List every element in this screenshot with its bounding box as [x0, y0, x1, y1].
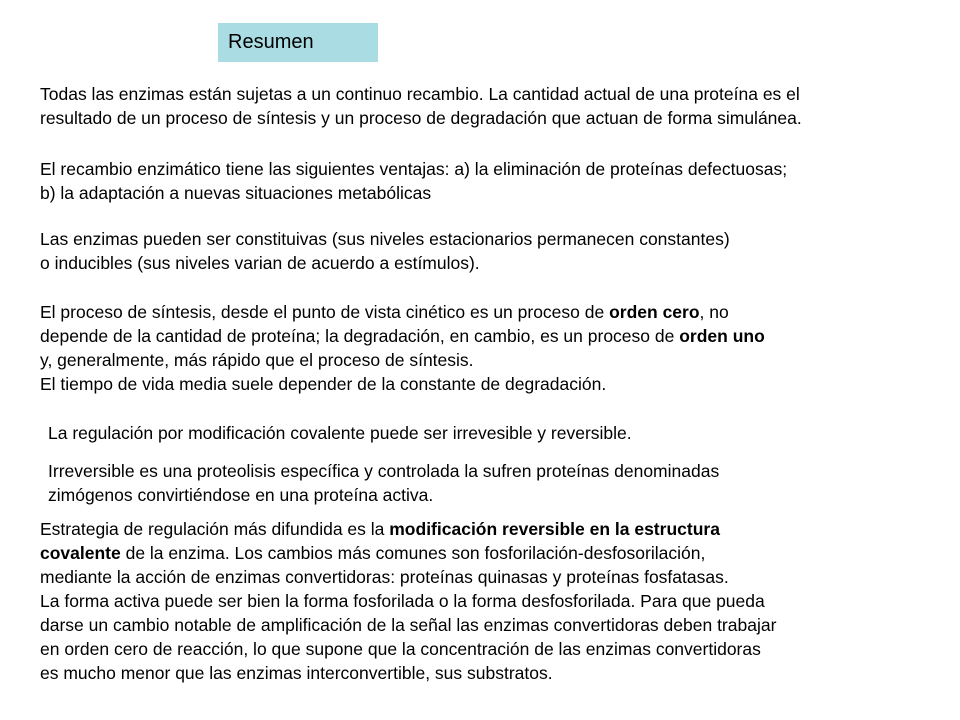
- text-line: [40, 300, 765, 324]
- text-line: mediante la acción de enzimas convertidoras: proteínas quinasas y proteínas fosfatasas.: [40, 567, 729, 587]
- text-segment: de la enzima. Los cambios más comunes son fosforilación-desfosorilación,: [120, 543, 706, 563]
- bold-term: orden cero: [609, 302, 700, 322]
- text-segment: El proceso de síntesis, desde el punto de vista cinético es un proceso de: [40, 302, 610, 322]
- paragraph-turnover: [40, 82, 802, 130]
- text-line: [40, 517, 776, 541]
- paragraph-covalent-regulation: [48, 421, 632, 445]
- paragraph-constitutive: [40, 227, 730, 275]
- paragraph-kinetics: [40, 300, 765, 396]
- text-line: La forma activa puede ser bien la forma fosforilada o la forma desfosforilada. Para que pueda: [40, 591, 765, 611]
- text-line: o inducibles (sus niveles varian de acuerdo a estímulos).: [40, 253, 480, 273]
- page-title: Resumen: [218, 23, 378, 62]
- text-line: es mucho menor que las enzimas interconvertible, sus substratos.: [40, 663, 553, 683]
- text-line: El recambio enzimático tiene las siguientes ventajas: a) la eliminación de proteínas defectuosas;: [40, 159, 788, 179]
- text-line: Las enzimas pueden ser constituivas (sus niveles estacionarios permanecen constantes): [40, 229, 730, 249]
- text-line: [40, 324, 765, 348]
- text-line: y, generalmente, más rápido que el proceso de síntesis.: [40, 350, 474, 370]
- paragraph-strategy: [40, 517, 776, 685]
- text-segment: depende de la cantidad de proteína; la degradación, en cambio, es un proceso de: [40, 326, 680, 346]
- text-line: b) la adaptación a nuevas situaciones metabólicas: [40, 183, 432, 203]
- text-line: zimógenos convirtiéndose en una proteína activa.: [48, 485, 434, 505]
- text-line: Irreversible es una proteolisis específica y controlada la sufren proteínas denominadas: [48, 461, 720, 481]
- bold-term: covalente: [40, 543, 121, 563]
- text-segment: , no: [699, 302, 729, 322]
- paragraph-advantages: [40, 157, 787, 205]
- bold-term: modificación reversible en la estructura: [389, 519, 720, 539]
- text-segment: Estrategia de regulación más difundida es la: [40, 519, 390, 539]
- text-line: Todas las enzimas están sujetas a un continuo recambio. La cantidad actual de una proteína es el: [40, 84, 800, 104]
- text-line: La regulación por modificación covalente puede ser irrevesible y reversible.: [48, 423, 632, 443]
- text-line: resultado de un proceso de síntesis y un proceso de degradación que actuan de forma simulánea.: [40, 108, 802, 128]
- paragraph-irreversible: [48, 459, 719, 507]
- text-line: en orden cero de reacción, lo que supone que la concentración de las enzimas convertidoras: [40, 639, 761, 659]
- bold-term: orden uno: [679, 326, 765, 346]
- text-line: [40, 541, 776, 565]
- text-line: darse un cambio notable de amplificación de la señal las enzimas convertidoras deben trabajar: [40, 615, 777, 635]
- text-line: El tiempo de vida media suele depender de la constante de degradación.: [40, 374, 607, 394]
